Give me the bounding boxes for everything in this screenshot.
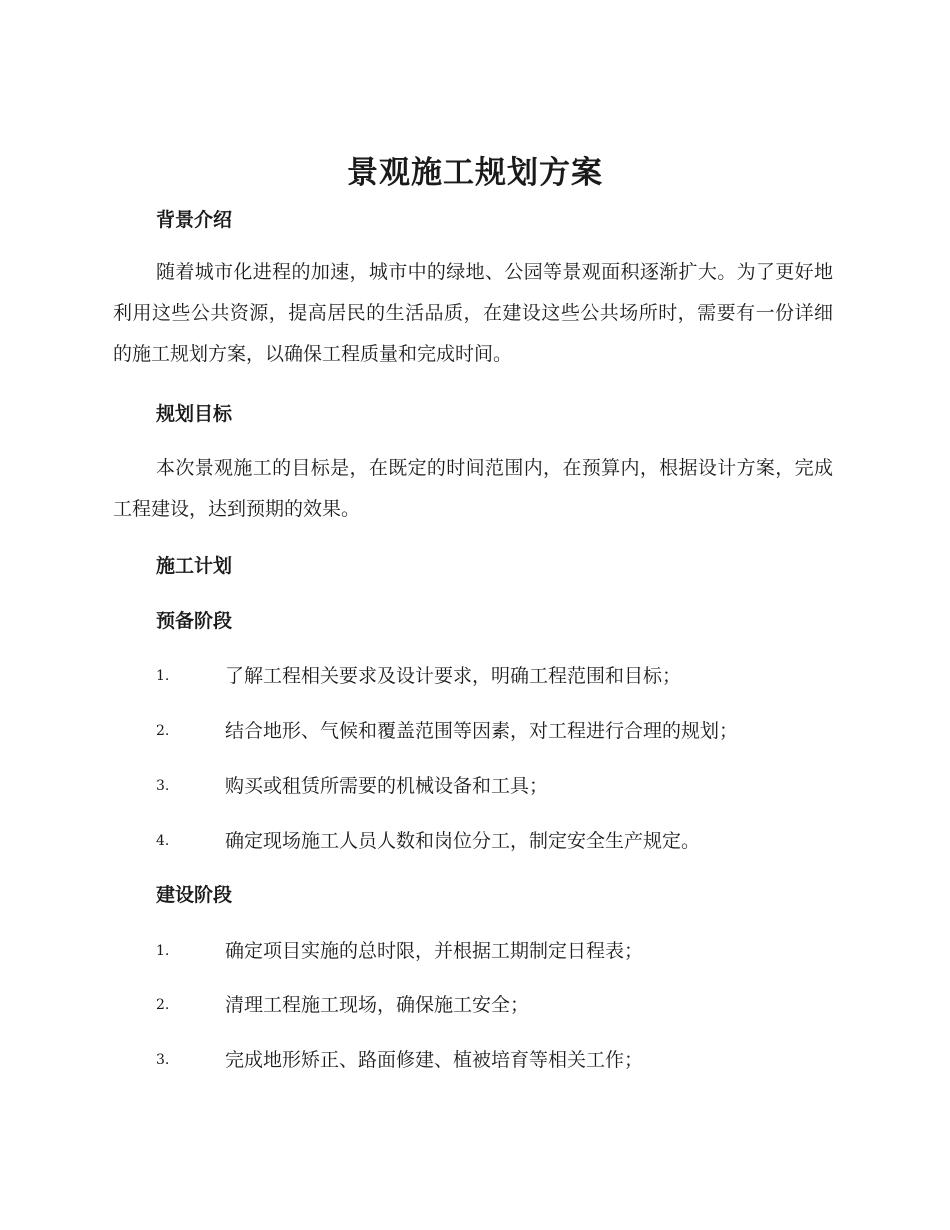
list-item-number: 2. bbox=[156, 723, 170, 739]
list-item-text: 确定现场施工人员人数和岗位分工，制定安全生产规定。 bbox=[225, 830, 701, 852]
list-item-text: 确定项目实施的总时限，并根据工期制定日程表； bbox=[225, 940, 644, 962]
section-heading-preparation: 预备阶段 bbox=[156, 610, 233, 632]
list-item-text: 了解工程相关要求及设计要求，明确工程范围和目标； bbox=[225, 665, 682, 687]
list-item-number: 3. bbox=[156, 1052, 170, 1068]
document-title: 景观施工规划方案 bbox=[347, 155, 603, 191]
list-item-number: 3. bbox=[156, 778, 170, 794]
list-item-number: 1. bbox=[156, 668, 170, 684]
list-item bbox=[156, 771, 846, 801]
list-item-number: 2. bbox=[156, 997, 170, 1013]
list-item bbox=[156, 826, 846, 856]
list-item bbox=[156, 990, 846, 1020]
list-item bbox=[156, 936, 846, 966]
list-item-text: 结合地形、气候和覆盖范围等因素，对工程进行合理的规划； bbox=[225, 720, 739, 742]
list-item bbox=[156, 1045, 846, 1075]
section-heading-plan: 施工计划 bbox=[156, 555, 233, 577]
list-item-text: 完成地形矫正、路面修建、植被培育等相关工作； bbox=[225, 1049, 644, 1071]
list-item-number: 1. bbox=[156, 943, 170, 959]
paragraph-background: 随着城市化进程的加速，城市中的绿地、公园等景观面积逐渐扩大。为了更好地利用这些公共资源，提高居民的生活品质，在建设这些公共场所时，需要有一份详细的施工规划方案，以确保工程质量和完成时间。 bbox=[113, 261, 833, 365]
list-item bbox=[156, 716, 846, 746]
section-heading-goal: 规划目标 bbox=[156, 403, 233, 425]
paragraph-goal: 本次景观施工的目标是，在既定的时间范围内，在预算内，根据设计方案，完成工程建设，达到预期的效果。 bbox=[113, 457, 833, 520]
list-item bbox=[156, 661, 846, 691]
section-heading-background: 背景介绍 bbox=[156, 209, 233, 231]
list-item-number: 4. bbox=[156, 833, 170, 849]
list-item-text: 清理工程施工现场，确保施工安全； bbox=[225, 994, 530, 1016]
list-item-text: 购买或租赁所需要的机械设备和工具； bbox=[225, 775, 549, 797]
section-heading-construction: 建设阶段 bbox=[156, 884, 233, 906]
